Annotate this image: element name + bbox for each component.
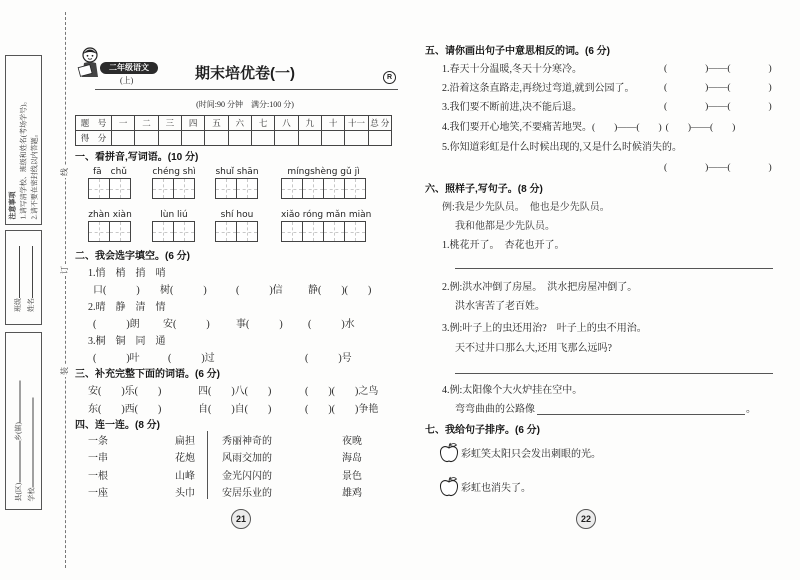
q5-item-3: 3.我们要不断前进,决不能后退。	[442, 102, 582, 113]
q6-item-3-prompt: 天不过井口那么大,还用飞那么远吗?	[455, 343, 612, 354]
county-label: 县(区)	[13, 482, 22, 501]
q6-item-1: 1.桃花开了。 杏花也开了。	[442, 240, 565, 251]
antonym-pair-blank: ( )——( )	[592, 123, 662, 133]
writing-cell	[344, 221, 366, 242]
score-col-11: 十一	[345, 116, 368, 131]
q2-blank: 事( )	[236, 319, 283, 330]
answer-line	[455, 268, 773, 269]
pinyin-group	[88, 209, 132, 242]
writing-cell	[215, 178, 237, 199]
match-object: 雄鸡	[342, 488, 362, 499]
seal-char-1: 线	[60, 168, 69, 176]
q2-blank: ( )过	[168, 353, 215, 364]
q2-blank: 口( )	[93, 285, 140, 296]
match-adjective: 风雨交加的	[222, 453, 272, 464]
writing-cell	[236, 178, 258, 199]
score-col-3: 三	[158, 116, 181, 131]
idiom-blank: 东( )西( )	[88, 404, 162, 415]
idiom-blank: ( )( )争艳	[305, 404, 379, 415]
score-cell	[298, 131, 321, 146]
answer-line	[537, 414, 745, 415]
page-number-21: 21	[231, 509, 251, 529]
notice-line-1: 1.请写清学校、班级和姓名(考场学号)。	[19, 97, 27, 219]
q6-item-4-prompt: 弯弯曲曲的公路像	[455, 404, 535, 415]
pinyin-text: fā chǔ	[92, 167, 128, 177]
pinyin-group	[215, 166, 259, 199]
school-blank	[24, 397, 33, 487]
q5-heading: 五、请你画出句子中意思相反的词。(6 分)	[425, 46, 610, 57]
writing-grid	[88, 221, 132, 242]
match-adjective: 金光闪闪的	[222, 471, 272, 482]
q5-item-4-row	[442, 121, 735, 135]
pinyin-group	[152, 166, 196, 199]
writing-grid	[215, 221, 259, 242]
writing-cell	[152, 221, 174, 242]
q7-sentence-1: 彩虹笑太阳只会发出刺眼的光。	[461, 449, 601, 460]
apple-order-icon	[439, 442, 459, 464]
q2-blank: ( )水	[308, 319, 355, 330]
pinyin-text: shí hou	[220, 210, 254, 220]
score-cell	[181, 131, 204, 146]
idiom-blank: ( )( )之鸟	[305, 386, 379, 397]
pinyin-text: shuǐ shān	[215, 167, 259, 177]
class-name-fields	[6, 231, 41, 324]
q2-heading: 二、我会选字填空。(6 分)	[75, 251, 190, 262]
q3-heading: 三、补充完整下面的词语。(6 分)	[75, 369, 220, 380]
match-noun: 扁担	[175, 436, 195, 447]
score-col-6: 六	[228, 116, 251, 131]
writing-grid	[281, 178, 366, 199]
q6-item-2-prompt: 洪水害苦了老百姓。	[455, 301, 545, 312]
match-noun: 头巾	[175, 488, 195, 499]
q5-item-4: 4.我们要开心地笑,不要痛苦地哭。	[442, 122, 592, 133]
antonym-pair-blank: ( )——( )	[664, 102, 772, 112]
student-mascot-icon	[76, 46, 104, 82]
school-box	[5, 332, 42, 510]
score-cell	[135, 131, 158, 146]
q6-item-4: 4.例:太阳像个大火炉挂在空中。	[442, 385, 583, 396]
notice-line-2: 2.请不要在密封线以内答题。	[30, 129, 38, 219]
antonym-pair-blank: ( )——( )	[665, 123, 736, 133]
pinyin-text: míngshèng gǔ jì	[287, 167, 360, 177]
match-object: 夜晚	[342, 436, 362, 447]
q6-item-2: 2.例:洪水冲倒了房屋。 洪水把房屋冲倒了。	[442, 282, 638, 293]
answer-line	[455, 373, 773, 374]
q2-char-set-3: 3.桐 铜 同 通	[88, 336, 166, 347]
town-blank	[11, 380, 20, 422]
writing-cell	[88, 221, 110, 242]
score-col-7: 七	[251, 116, 274, 131]
writing-cell	[109, 221, 131, 242]
writing-cell	[88, 178, 110, 199]
score-cell	[275, 131, 298, 146]
region-field	[11, 338, 24, 501]
seal-char-2: 订	[60, 266, 69, 274]
notice-title: 注意事项	[8, 191, 16, 219]
score-cell	[345, 131, 368, 146]
pinyin-text: zhàn xiàn	[88, 210, 132, 220]
score-table-score-row	[76, 131, 392, 146]
writing-cell	[173, 221, 195, 242]
score-cell	[251, 131, 274, 146]
match-object: 海岛	[342, 453, 362, 464]
writing-grid	[88, 178, 132, 199]
q2-blank: 静( )( )	[308, 285, 372, 296]
match-adjective: 安居乐业的	[222, 488, 272, 499]
q1-heading: 一、看拼音,写词语。(10 分)	[75, 152, 199, 163]
q2-blank: ( )朗	[93, 319, 140, 330]
seal-char-3: 装	[60, 367, 69, 375]
county-blank	[11, 440, 20, 482]
q5-item-5: 5.你知道彩虹是什么时候出现的,又是什么时候消失的。	[442, 142, 682, 153]
writing-cell	[323, 178, 345, 199]
q5-item-1: 1.春天十分温暖,冬天十分寒冷。	[442, 64, 582, 75]
score-cell	[158, 131, 181, 146]
time-score-info: (时间:90 分钟 满分:100 分)	[196, 100, 294, 109]
q2-blank: ( )信	[236, 285, 283, 296]
match-noun: 花炮	[175, 453, 195, 464]
score-col-total: 总 分	[368, 116, 391, 131]
score-col-1: 一	[112, 116, 135, 131]
antonym-pair-blank: ( )——( )	[664, 163, 772, 173]
writing-cell	[302, 221, 324, 242]
writing-grid	[281, 221, 366, 242]
writing-cell	[281, 178, 303, 199]
match-object: 景色	[342, 471, 362, 482]
writing-cell	[281, 221, 303, 242]
pinyin-group	[152, 209, 196, 242]
class-blank	[11, 246, 20, 298]
score-table-row1-label: 题 号	[76, 116, 112, 131]
measure-word: 一条	[88, 436, 108, 447]
score-cell	[228, 131, 251, 146]
q6-item-3: 3.例:叶子上的虫还用治? 叶子上的虫不用治。	[442, 323, 647, 334]
q2-blank: 安( )	[163, 319, 210, 330]
q2-blank: ( )叶	[93, 353, 140, 364]
q5-item-2: 2.沿着这条直路走,再绕过弯道,就到公园了。	[442, 83, 635, 94]
idiom-blank: 安( )乐( )	[88, 386, 162, 397]
pinyin-group	[281, 166, 366, 199]
pinyin-text: xiǎo róng mǎn miàn	[281, 210, 372, 220]
pinyin-text: chéng shì	[152, 167, 196, 177]
page-title: 期末培优卷(一)	[195, 65, 295, 82]
page-number-22: 22	[576, 509, 596, 529]
q2-blank: 树( )	[160, 285, 207, 296]
writing-cell	[109, 178, 131, 199]
class-name-box	[5, 230, 42, 325]
measure-word: 一串	[88, 453, 108, 464]
school-fields	[6, 333, 41, 509]
score-table-row2-label: 得 分	[76, 131, 112, 146]
grade-subject-badge: 二年级语文	[100, 62, 158, 74]
name-blank	[24, 246, 33, 298]
q6-heading: 六、照样子,写句子。(8 分)	[425, 184, 543, 195]
score-cell	[368, 131, 391, 146]
idiom-blank: 四( )八( )	[198, 386, 272, 397]
measure-word: 一座	[88, 488, 108, 499]
score-table	[75, 115, 392, 146]
writing-grid	[152, 178, 196, 199]
seal-dashed-line	[65, 12, 66, 568]
writing-cell	[344, 178, 366, 199]
score-col-8: 八	[275, 116, 298, 131]
writing-cell	[302, 178, 324, 199]
score-col-4: 四	[181, 116, 204, 131]
match-adjective: 秀丽神奇的	[222, 436, 272, 447]
pinyin-group	[215, 209, 259, 242]
registered-mark: R	[383, 71, 396, 84]
notice-box	[5, 55, 42, 225]
score-col-2: 二	[135, 116, 158, 131]
matching-divider	[207, 431, 208, 499]
score-cell	[321, 131, 344, 146]
pinyin-group	[88, 166, 132, 199]
name-field	[24, 236, 37, 312]
match-noun: 山峰	[175, 471, 195, 482]
score-col-9: 九	[298, 116, 321, 131]
antonym-pair-blank: ( )——( )	[664, 83, 772, 93]
q7-heading: 七、我给句子排序。(6 分)	[425, 425, 540, 436]
measure-word: 一根	[88, 471, 108, 482]
antonym-pair-blank: ( )——( )	[664, 64, 772, 74]
school-label: 学校	[26, 487, 35, 501]
idiom-blank: 自( )自( )	[198, 404, 272, 415]
q7-sentence-2: 彩虹也消失了。	[461, 483, 531, 494]
class-label: 班级	[13, 298, 22, 312]
school-field	[24, 338, 37, 501]
writing-cell	[173, 178, 195, 199]
town-label: 乡(镇)	[13, 421, 22, 441]
pinyin-text: lùn liú	[160, 210, 188, 220]
writing-cell	[152, 178, 174, 199]
writing-grid	[152, 221, 196, 242]
q6-example-answer: 我和他都是少先队员。	[455, 221, 555, 232]
q2-blank: ( )号	[305, 353, 352, 364]
score-cell	[205, 131, 228, 146]
header-rule	[95, 89, 398, 90]
volume-label: (上)	[120, 76, 134, 85]
pinyin-group	[281, 209, 372, 242]
apple-order-icon	[439, 476, 459, 498]
score-col-5: 五	[205, 116, 228, 131]
q2-char-set-2: 2.晴 静 清 情	[88, 302, 166, 313]
q6-example: 例:我是少先队员。 他也是少先队员。	[442, 202, 610, 213]
writing-cell	[323, 221, 345, 242]
class-field	[11, 236, 24, 312]
score-table-header-row	[76, 116, 392, 131]
name-label: 姓名	[26, 298, 35, 312]
writing-cell	[236, 221, 258, 242]
writing-cell	[215, 221, 237, 242]
score-col-10: 十	[321, 116, 344, 131]
q2-char-set-1: 1.悄 梢 捎 哨	[88, 268, 166, 279]
notice-text	[6, 56, 41, 224]
writing-grid	[215, 178, 259, 199]
q4-heading: 四、连一连。(8 分)	[75, 420, 160, 431]
q6-item-4-end: 。	[746, 404, 756, 415]
score-cell	[112, 131, 135, 146]
